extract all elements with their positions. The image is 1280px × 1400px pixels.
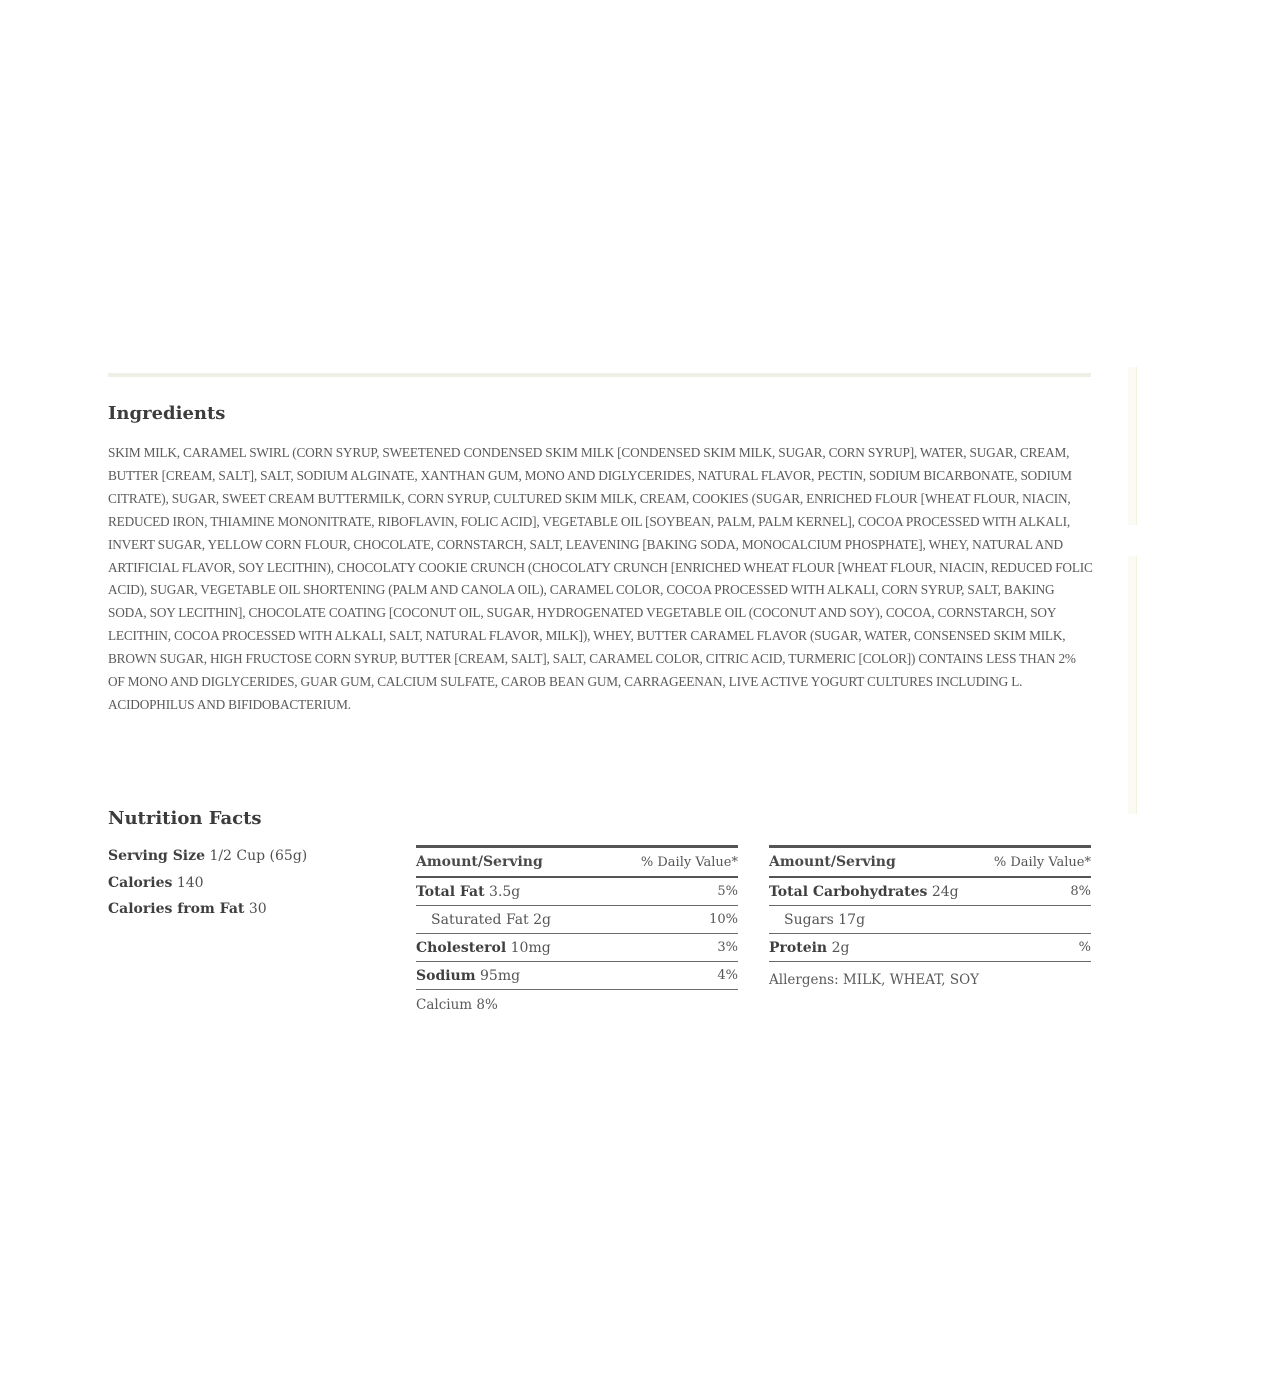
calories-row bbox=[108, 872, 398, 899]
nutrition-table-left bbox=[416, 845, 738, 1020]
table-row bbox=[416, 906, 738, 934]
nutrient-label: Cholesterol bbox=[416, 939, 507, 956]
side-panel-strip bbox=[1128, 367, 1137, 525]
table-row bbox=[416, 878, 738, 906]
table-row bbox=[416, 962, 738, 990]
calories-from-fat-label: Calories from Fat bbox=[108, 901, 245, 917]
nutrient-label: Sodium bbox=[416, 967, 476, 984]
ingredients-heading: Ingredients bbox=[108, 403, 226, 424]
calcium-note: Calcium 8% bbox=[416, 997, 498, 1013]
serving-size-label: Serving Size bbox=[108, 848, 205, 864]
nutrition-facts-heading: Nutrition Facts bbox=[108, 808, 262, 829]
daily-value-header: % Daily Value* bbox=[993, 854, 1091, 870]
serving-size-row bbox=[108, 845, 398, 872]
nutrient-amount: 95mg bbox=[480, 967, 521, 984]
nutrient-amount: 10mg bbox=[510, 939, 551, 956]
nutrient-label: Protein bbox=[769, 939, 828, 956]
nutrient-percent: % bbox=[1078, 940, 1091, 955]
allergens-note: Allergens: MILK, WHEAT, SOY bbox=[769, 972, 980, 988]
section-divider bbox=[108, 373, 1091, 377]
nutrient-percent: 8% bbox=[1070, 884, 1091, 899]
nutrient-label: Sugars bbox=[784, 911, 834, 928]
table-header bbox=[769, 845, 1091, 878]
nutrient-label: Total Fat bbox=[416, 883, 485, 900]
nutrient-percent: 4% bbox=[717, 968, 738, 983]
amount-serving-header: Amount/Serving bbox=[769, 854, 896, 870]
nutrient-percent: 3% bbox=[717, 940, 738, 955]
nutrient-label: Saturated Fat bbox=[431, 911, 529, 928]
calories-label: Calories bbox=[108, 874, 173, 891]
ingredients-text: SKIM MILK, CARAMEL SWIRL (CORN SYRUP, SWEETENED CONDENSED SKIM MILK [CONDENSED SKIM MILK, SUGAR, CORN SYRUP], WATER, SUGAR, CREAM, BUTTER [CREAM, SALT], SALT, SODIUM ALGINATE, XANTHAN GUM, MONO AND DIGLYCERIDES, NATURAL FLAVOR, PECTIN, SODIUM BICARBONATE, SODIUM CITRATE), SUGAR, SWEET CREAM BUTTERMILK, CORN SYRUP, CULTURED SKIM MILK, CREAM, COOKIES (SUGAR, ENRICHED FLOUR [WHEAT FLOUR, NIACIN, REDUCED IRON, THIAMINE MONONITRATE, RIBOFLAVIN, FOLIC ACID], VEGETABLE OIL [SOYBEAN, PALM, PALM KERNEL], COCOA PROCESSED WITH ALKALI, INVERT SUGAR, YELLOW CORN FLOUR, CHOCOLATE, CORNSTARCH, SALT, LEAVENING [BAKING SODA, MONOCALCIUM PHOSPHATE], WHEY, NATURAL AND ARTIFICIAL FLAVOR, SOY LECITHIN), CHOCOLATY COOKIE CRUNCH (CHOCOLATY CRUNCH [ENRICHED WHEAT FLOUR [WHEAT FLOUR, NIACIN, REDUCED FOLIC ACID), SUGAR, VEGETABLE OIL SHORTENING (PALM AND CANOLA OIL), CARAMEL COLOR, COCOA PROCESSED WITH ALKALI, CORN SYRUP, SALT, BAKING SODA, SOY LECITHIN], CHOCOLATE COATING [COCONUT OIL, SUGAR, HYDROGENATED VEGETABLE OIL (COCONUT AND SOY), COCOA, CORNSTARCH, SOY LECITHIN, COCOA PROCESSED WITH ALKALI, SALT, NATURAL FLAVOR, MILK]), WHEY, BUTTER CARAMEL FLAVOR (SUGAR, WATER, CONSENSED SKIM MILK, BROWN SUGAR, HIGH FRUCTOSE CORN SYRUP, BUTTER [CREAM, SALT], SALT, CARAMEL COLOR, CITRIC ACID, TURMERIC [COLOR]) CONTAINS LESS THAN 2% OF MONO AND DIGLYCERIDES, GUAR GUM, CALCIUM SULFATE, CAROB BEAN GUM, CARRAGEENAN, LIVE ACTIVE YOGURT CULTURES INCLUDING L. ACIDOPHILUS AND BIFIDOBACTERIUM. bbox=[108, 445, 1093, 712]
nutrient-label: Total Carbohydrates bbox=[769, 883, 928, 900]
nutrient-amount: 24g bbox=[931, 883, 959, 900]
calories-from-fat-value: 30 bbox=[248, 901, 267, 917]
amount-serving-header: Amount/Serving bbox=[416, 854, 543, 870]
table-header bbox=[416, 845, 738, 878]
calories-from-fat-row bbox=[108, 898, 398, 925]
nutrient-percent: 5% bbox=[717, 884, 738, 899]
side-panel-strip bbox=[1128, 556, 1137, 814]
serving-size-value: 1/2 Cup (65g) bbox=[209, 848, 308, 864]
calories-value: 140 bbox=[176, 874, 204, 891]
daily-value-header: % Daily Value* bbox=[640, 854, 738, 870]
nutrition-summary bbox=[108, 845, 398, 925]
nutrient-percent: 10% bbox=[709, 912, 738, 927]
nutrition-table-right bbox=[769, 845, 1091, 998]
nutrient-amount: 17g bbox=[838, 911, 866, 928]
nutrient-amount: 2g bbox=[533, 911, 552, 928]
table-row bbox=[769, 878, 1091, 906]
table-row bbox=[416, 934, 738, 962]
table-row bbox=[769, 906, 1091, 934]
nutrient-amount: 2g bbox=[831, 939, 850, 956]
nutrient-amount: 3.5g bbox=[489, 883, 521, 900]
table-row bbox=[769, 934, 1091, 962]
